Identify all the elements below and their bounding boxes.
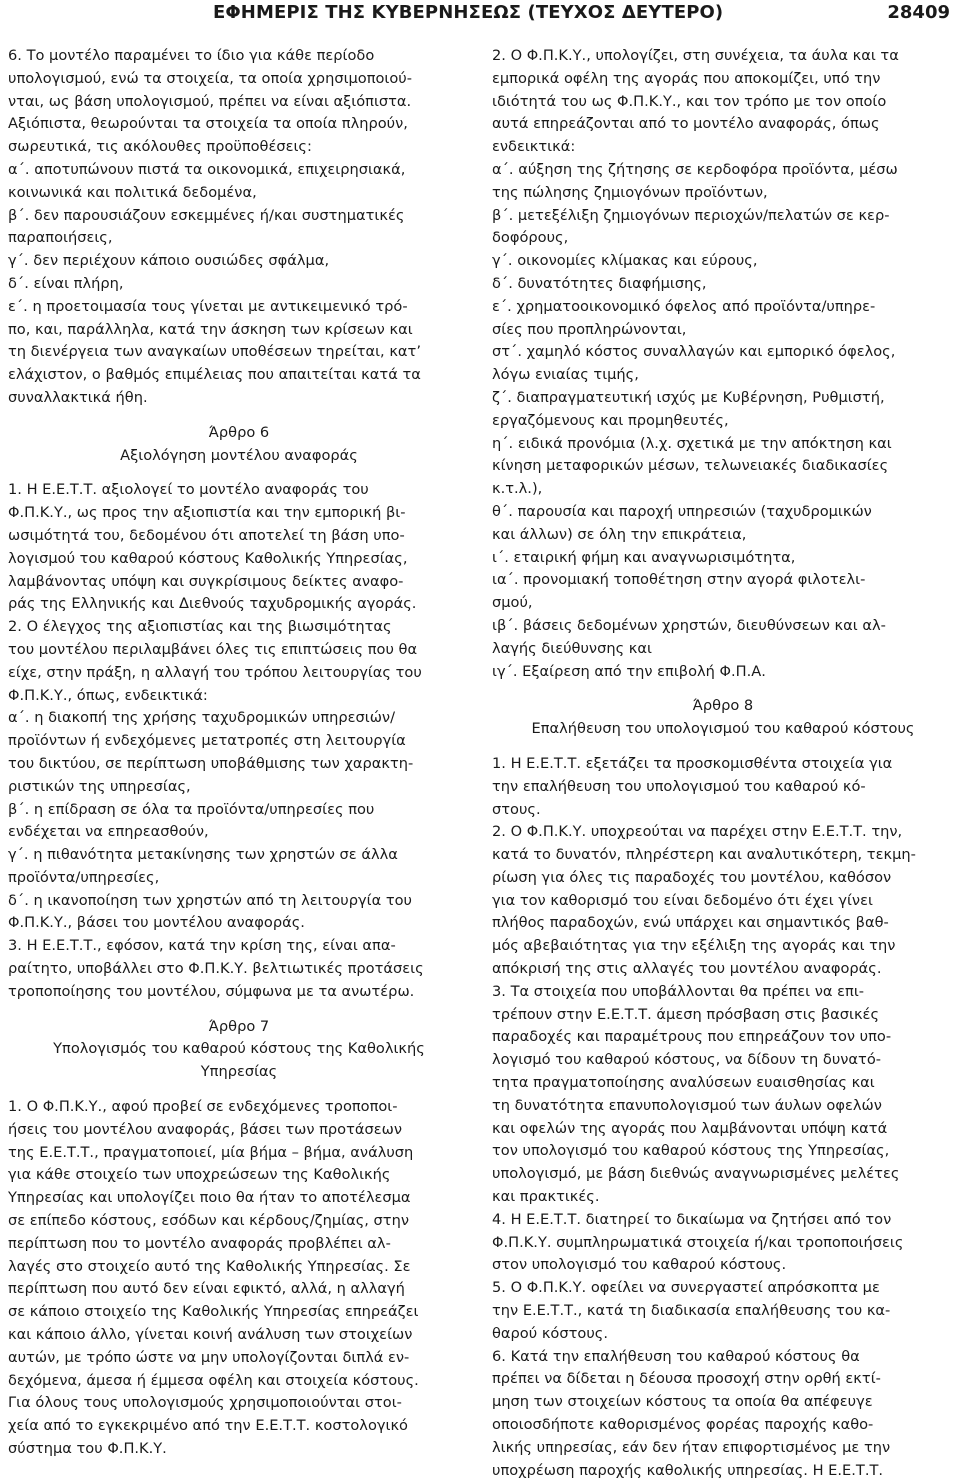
text-line: Φ.Π.Κ.Υ. συμπληρωματικά στοιχεία ή/και τροποποιήσεις [492,1233,904,1251]
text-line: ήσεις του μοντέλου αναφοράς, βάσει των προτάσεων [8,1120,403,1138]
text-line: τρέπουν στην Ε.Ε.Τ.Τ. άμεση πρόσβαση στις βασικές [492,1005,880,1023]
text-line: Φ.Π.Κ.Υ., βάσει του μοντέλου αναφοράς. [8,914,305,932]
paragraph [8,844,470,890]
text-line: πρέπει να δίδεται η δέουσα προσοχή στην ορθή εκτί- [492,1370,881,1388]
text-line: στους. [492,800,541,818]
text-line: αυτών, με τρόπο ώστε να μην υπολογίζονται διπλά εν- [8,1348,410,1366]
text-line: θ΄. παρουσία και παροχή υπηρεσιών (ταχυδρομικών [492,502,872,520]
text-line: είχε, στην πράξη, η αλλαγή του τρόπου λειτουργίας του [8,663,422,681]
paragraph: ι΄. εταιρική φήμη και αναγνωρισιμότητα, [492,548,796,566]
text-line: παραδοχές και παραμέτρους που επηρεάζουν τον υπο- [492,1028,892,1046]
text-line: του μοντέλου περιλαμβάνει όλες τις επιπτώσεις που θα [8,640,418,658]
paragraph [492,615,954,661]
paragraph [8,159,470,205]
paragraph: γ΄. οικονομίες κλίμακας και εύρους, [492,252,758,270]
text-line: κατά το δυνατόν, πληρέστερη και αναλυτικότερη, τεκμη- [492,846,916,864]
paragraph [8,1096,470,1392]
paragraph [492,753,954,821]
text-line: Για όλους τους υπολογισμούς χρησιμοποιούνται στοι- [8,1394,402,1412]
text-line: και άλλων) σε όλη την επικράτεια, [492,525,747,543]
text-line: εμπορικά οφέλη της αγοράς που αποκομίζει, υπό την [492,69,881,87]
text-line: περίπτωση που το μοντέλο αναφοράς προβλέπει αλ- [8,1234,391,1252]
text-line: 1. Η Ε.Ε.Τ.Τ. εξετάζει τα προσκομισθέντα στοιχεία για [492,754,893,772]
text-line: προϊόντων ή ενδεχόμενες μετατροπές στη λειτουργία [8,732,406,750]
text-line: περίπτωση που αυτό δεν είναι εφικτό, αλλά, η αλλαγή [8,1280,405,1298]
text-line: λόγω ενιαίας τιμής, [492,366,639,384]
paragraph [8,45,470,159]
text-line: θαρού κόστους. [492,1324,608,1342]
article-7-subtitle [8,1038,470,1084]
paragraph [492,341,954,387]
paragraph: ιγ΄. Εξαίρεση από την επιβολή Φ.Π.Α. [492,662,766,680]
text-line: ενδεικτικά: [492,138,576,156]
text-line: της πώλησης ζημιογόνων προϊόντων, [492,183,768,201]
article-6-subtitle: Αξιολόγηση μοντέλου αναφοράς [120,446,358,464]
text-line: ε΄. η προετοιμασία τους γίνεται με αντικειμενικό τρό- [8,297,408,315]
paragraph [8,890,470,936]
text-line: τητα πραγματοποίησης αναλύσεων ευαισθησίας και [492,1074,875,1092]
text-line: και κάποιο άλλο, γίνεται κοινή ανάλυση των στοιχείων [8,1326,413,1344]
text-line: νται, ως βάση υπολογισμού, πρέπει να είναι αξιόπιστα. [8,92,412,110]
text-line: γ΄. η πιθανότητα μετακίνησης των χρηστών σε άλλα [8,846,398,864]
gazette-title: ΕΦΗΜΕΡΙΣ ΤΗΣ ΚΥΒΕΡΝΗΣΕΩΣ (ΤΕΥΧΟΣ ΔΕΥΤΕΡΟ) [213,2,724,23]
paragraph [492,1346,954,1482]
text-line: 2. Ο έλεγχος της αξιοπιστίας και της βιωσιμότητας [8,618,392,636]
text-line: ωσιμότητά του, δεδομένου ότι αποτελεί τη βάση υπο- [8,526,405,544]
text-line: 5. Ο Φ.Π.Κ.Υ. οφείλει να συνεργαστεί απρόσκοπτα με [492,1279,880,1297]
paragraph [8,479,470,616]
text-line: 1. Ο Φ.Π.Κ.Υ., αφού προβεί σε ενδεχόμενες τροποποι- [8,1098,398,1116]
text-line: μός αβεβαιότητας για την εξέλιξη της αγοράς και την [492,937,896,955]
text-line: 2. Ο Φ.Π.Κ.Υ. υποχρεούται να παρέχει στην Ε.Ε.Τ.Τ. την, [492,823,903,841]
text-line: χεία από το εγκεκριμένο από την Ε.Ε.Τ.Τ. κοστολογικό [8,1417,408,1435]
text-line: 4. Η Ε.Ε.Τ.Τ. διατηρεί το δικαίωμα να ζητήσει από τον [492,1210,892,1228]
text-line: λογισμού του καθαρού κόστους Καθολικής Υπηρεσίας, [8,549,408,567]
text-line: Φ.Π.Κ.Υ., ως προς την αξιοπιστία και την εμπορική βι- [8,504,406,522]
text-line: ραίτητο, υποβάλλει στο Φ.Π.Κ.Υ. βελτιωτικές προτάσεις [8,960,424,978]
text-line: συναλλακτικά ήθη. [8,388,148,406]
page-header [0,0,960,30]
paragraph [492,45,954,159]
text-line: σε επίπεδο κόστους, εσόδων και κέρδους/ζημίας, στην [8,1212,409,1230]
right-column [492,45,954,1482]
paragraph [492,569,954,615]
text-line: λαγές στο στοιχείο αυτό της Καθολικής Υπηρεσίας. Σε [8,1257,411,1275]
text-line: ρίωση για όλες τις παραδοχές του μοντέλου, καθόσον [492,868,892,886]
article-6-title: Άρθρο 6 [208,423,270,441]
text-line: ενδέχεται να επηρεασθούν, [8,823,209,841]
text-line: απόκρισή της στις αλλαγές του μοντέλου αναφοράς. [492,960,882,978]
text-line: μηση των στοιχείων κόστους τα οποία θα απέφευγε [492,1393,873,1411]
text-line: α΄. αποτυπώνουν πιστά τα οικονομικά, επιχειρησιακά, [8,160,406,178]
text-line: η΄. ειδικά προνόμια (λ.χ. σχετικά με την απόκτηση και [492,434,892,452]
text-line: Αξιόπιστα, θεωρούνται τα στοιχεία τα οποία πληρούν, [8,115,408,133]
text-line: και πρακτικές. [492,1188,600,1206]
text-line: σύστημα του Φ.Π.Κ.Υ. [8,1440,167,1458]
text-line: β΄. η επίδραση σε όλα τα προϊόντα/υπηρεσίες που [8,800,375,818]
text-line: σωρευτικά, τις ακόλουθες προϋποθέσεις: [8,138,312,156]
paragraph [8,296,470,410]
text-line: β΄. μετεξέλιξη ζημιογόνων περιοχών/πελατών σε κερ- [492,206,890,224]
text-line: δ΄. η ικανοποίηση των χρηστών από τη λειτουργία του [8,891,412,909]
text-line: ιδιότητά του ως Φ.Π.Κ.Υ., και τον τρόπο με τον οποίο [492,92,887,110]
text-line: τροποποίησης του μοντέλου, σύμφωνα με τα ανωτέρω. [8,982,415,1000]
text-line: αυτά επηρεάζονται από το μοντέλο αναφοράς, όπως [492,115,880,133]
text-line: 6. Κατά την επαλήθευση του καθαρού κόστους θα [492,1347,860,1365]
text-line: 3. Η Ε.Ε.Τ.Τ., εφόσον, κατά την κρίση της, είναι απα- [8,937,396,955]
text-line: σε κάποιο στοιχείο της Καθολικής Υπηρεσίας επηρεάζει [8,1303,419,1321]
paragraph [8,935,470,1003]
paragraph: δ΄. δυνατότητες διαφήμισης, [492,274,707,292]
text-line: οποιοσδήποτε καθορισμένος φορέας παροχής καθο- [492,1416,874,1434]
text-line: β΄. δεν παρουσιάζουν εσκεμμένες ή/και συστηματικές [8,206,405,224]
paragraph [492,296,954,342]
text-line: 2. Ο Φ.Π.Κ.Υ., υπολογίζει, στη συνέχεια, τα άυλα και τα [492,47,899,64]
article-8-subtitle: Επαλήθευση του υπολογισμού του καθαρού κόστους [531,720,915,738]
text-line: τον υπολογισμό του καθαρού κόστους της Υπηρεσίας, [492,1142,890,1160]
text-line: Φ.Π.Κ.Υ., όπως, ενδεικτικά: [8,686,208,704]
page-number: 28409 [887,2,950,23]
text-line: κίνηση μεταφορικών μέσων, τελωνειακές διαδικασίες [492,457,889,475]
paragraph [8,616,470,707]
text-line: Υπηρεσίας [200,1063,278,1081]
text-line: εργαζόμενους και προμηθευτές, [492,411,729,429]
text-line: α΄. αύξηση της ζήτησης σε κερδοφόρα προϊόντα, μέσω [492,160,898,178]
left-column [8,45,470,1461]
paragraph [492,981,954,1209]
text-line: 1. Η Ε.Ε.Τ.Τ. αξιολογεί το μοντέλο αναφοράς του [8,481,369,499]
text-line: ελάχιστον, ο βαθμός επιμέλειας που απαιτείται κατά τα [8,366,421,384]
text-line: δοφόρους, [492,229,569,247]
text-line: στον υπολογισμό του καθαρού κόστους. [492,1256,787,1274]
paragraph [8,1392,470,1460]
text-line: της Ε.Ε.Τ.Τ., πραγματοποιεί, μία βήμα – βήμα, ανάλυση [8,1143,414,1161]
text-line: παραποιήσεις, [8,229,113,247]
paragraph [492,433,954,501]
paragraph: γ΄. δεν περιέχουν κάποιο ουσιώδες σφάλμα, [8,252,330,270]
text-line: τη διενέργεια των αναγκαίων υποθέσεων τηρείται, κατ’ [8,343,421,361]
paragraph [492,387,954,433]
paragraph [492,1277,954,1345]
paragraph: δ΄. είναι πλήρη, [8,274,124,292]
text-line: για κάθε στοιχείο των υποχρεώσεων της Καθολικής [8,1166,391,1184]
text-line: ε΄. χρηματοοικονομικό όφελος από προϊόντα/υπηρε- [492,297,876,315]
article-7-title: Άρθρο 7 [208,1017,270,1035]
text-line: 6. Το μοντέλο παραμένει το ίδιο για κάθε περίοδο [8,47,375,64]
text-line: υπολογισμού, ενώ τα στοιχεία, τα οποία χρησιμοποιού- [8,69,413,87]
text-line: λικής υπηρεσίας, εάν δεν ήταν επιφορτισμένος με την [492,1438,891,1456]
text-line: ζ΄. διαπραγματευτική ισχύς με Κυβέρνηση, Ρυθμιστή, [492,388,885,406]
text-line: στ΄. χαμηλό κόστος συναλλαγών και εμπορικό όφελος, [492,343,896,361]
paragraph [492,159,954,205]
text-line: ράς της Ελληνικής και Διεθνούς ταχυδρομικής αγοράς. [8,595,417,613]
text-line: α΄. η διακοπή της χρήσης ταχυδρομικών υπηρεσιών/ [8,709,396,727]
text-line: λαμβάνοντας υπόψη και συγκρίσιμους δείκτες αναφο- [8,572,404,590]
text-line: λαγής διεύθυνσης και [492,639,652,657]
text-line: Υπολογισμός του καθαρού κόστους της Καθολικής [53,1040,425,1058]
text-line: κοινωνικά και πολιτικά δεδομένα, [8,183,257,201]
text-line: υπολογισμό, με βάση διεθνώς αναγνωρισμένες μελέτες [492,1165,900,1183]
text-line: την Ε.Ε.Τ.Τ., κατά τη διαδικασία επαλήθευσης του κα- [492,1302,891,1320]
article-8-title: Άρθρο 8 [692,697,754,715]
text-line: πο, και, παράλληλα, κατά την άσκηση των κρίσεων και [8,320,413,338]
paragraph [492,501,954,547]
text-line: ριστικών της υπηρεσίας, [8,777,191,795]
text-line: κ.τ.λ.), [492,480,543,498]
paragraph [8,799,470,845]
text-line: πλήθος παραδοχών, ενώ υπάρχει και σημαντικός βαθ- [492,914,889,932]
text-line: σίες που προπληρώνονται, [492,320,687,338]
text-line: την επαλήθευση του υπολογισμού του καθαρού κό- [492,777,866,795]
paragraph [492,821,954,981]
text-line: ιβ΄. βάσεις δεδομένων χρηστών, διευθύνσεων και αλ- [492,616,886,634]
text-line: υποχρέωση παροχής καθολικής υπηρεσίας. Η Ε.Ε.Τ.Τ. [492,1461,884,1479]
text-line: για τον καθορισμό του είναι δεδομένο ότι έχει γίνει [492,891,873,909]
text-line: σμού, [492,594,533,612]
paragraph [492,1209,954,1277]
paragraph [8,205,470,251]
text-line: του δικτύου, σε περίπτωση υποβάθμισης των χαρακτη- [8,754,414,772]
text-line: ια΄. προνομιακή τοποθέτηση στην αγορά φιλοτελι- [492,571,866,589]
paragraph [8,707,470,798]
text-line: λογισμό του καθαρού κόστους, να δίδουν τη δυνατό- [492,1051,882,1069]
text-line: Υπηρεσίας και υπολογίζει ποιο θα ήταν το αποτέλεσμα [8,1189,411,1207]
text-line: και οφελών της αγοράς που λαμβάνονται υπόψη κατά [492,1119,888,1137]
paragraph [492,205,954,251]
text-line: προϊόντα/υπηρεσίες, [8,868,160,886]
text-line: δεχόμενα, άμεσα ή έμμεσα οφέλη και στοιχεία κόστους. [8,1371,419,1389]
text-line: 3. Τα στοιχεία που υποβάλλονται θα πρέπει να επι- [492,982,865,1000]
text-line: τη δυνατότητα επανυπολογισμού των άυλων οφελών [492,1096,882,1114]
